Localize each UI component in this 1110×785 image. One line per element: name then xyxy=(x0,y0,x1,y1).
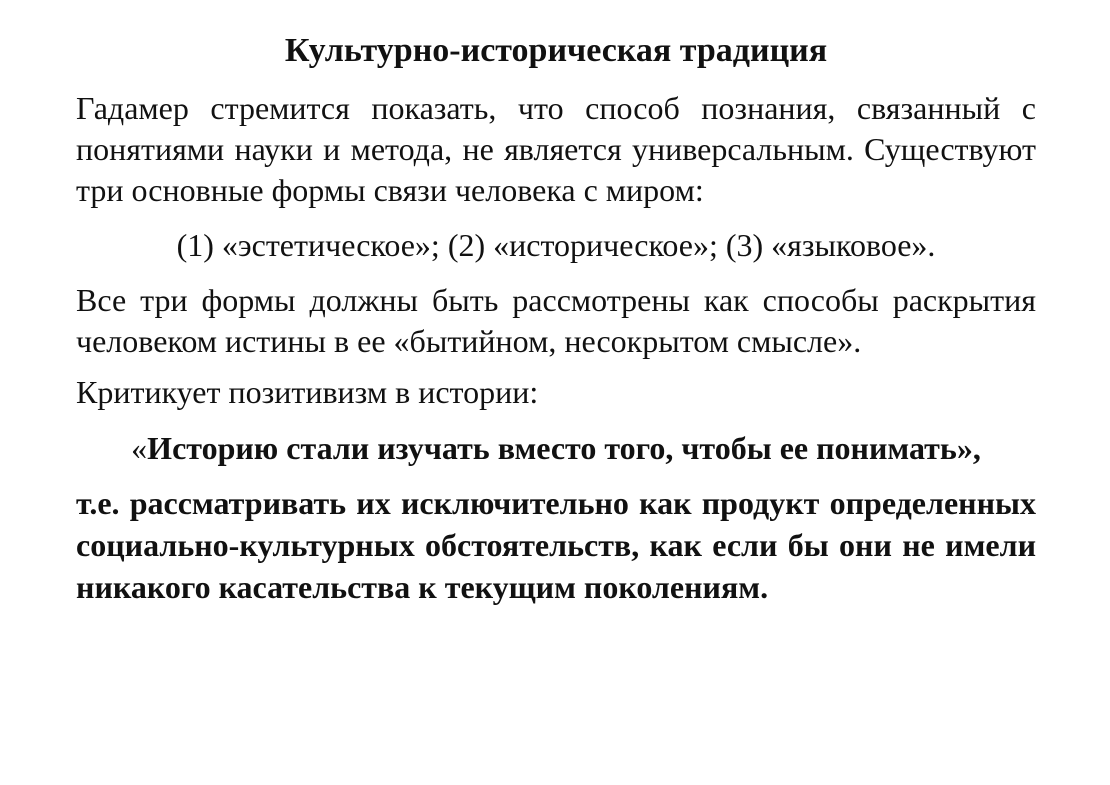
quote-text: Историю стали изучать вместо того, чтобы ее понимать», xyxy=(147,430,981,466)
explanation-paragraph: т.е. рассматривать их исключительно как продукт определенных социально-культурных обстоятельств, как если бы они не имели никакого касательства к текущим поколениям. xyxy=(76,485,1036,605)
truth-paragraph: Все три формы должны быть рассмотрены как способы раскрытия человеком истины в ее «бытийном, несокрытом смысле». xyxy=(76,282,1036,359)
slide xyxy=(76,0,1036,785)
critique-paragraph: Критикует позитивизм в истории: xyxy=(76,374,539,410)
forms-list: (1) «эстетическое»; (2) «историческое»; (3) «языковое». xyxy=(176,227,936,263)
intro-paragraph: Гадамер стремится показать, что способ познания, связанный с понятиями науки и метода, не является универсальным. Существуют три основные формы связи человека с миром: xyxy=(76,90,1036,208)
slide-title: Культурно-историческая традиция xyxy=(284,32,828,69)
quote-line xyxy=(76,428,1036,469)
quote-open-mark: « xyxy=(131,430,148,466)
